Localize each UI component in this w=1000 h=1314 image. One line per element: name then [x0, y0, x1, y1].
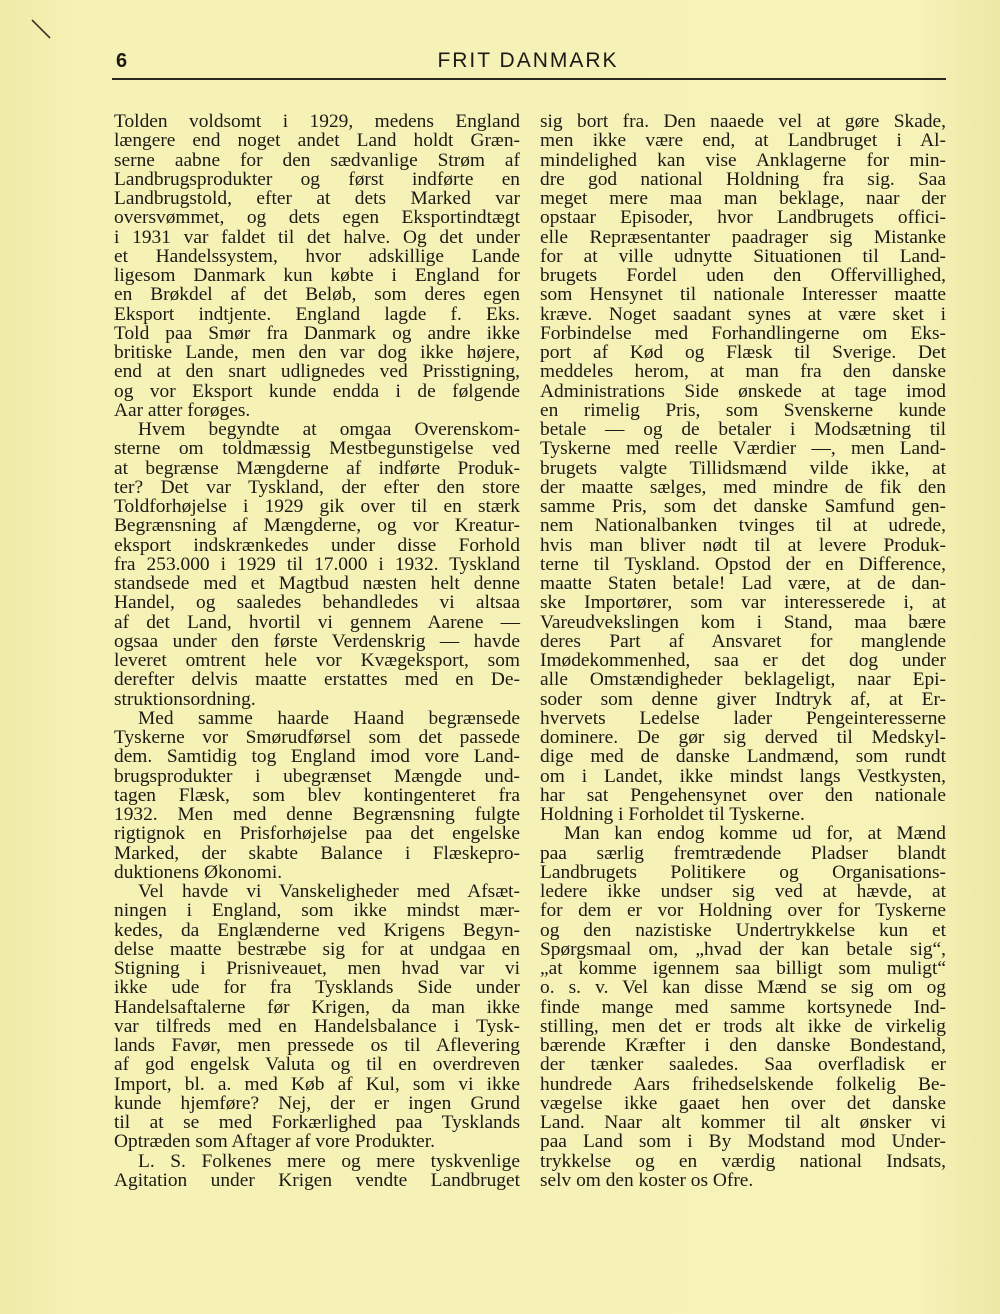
text-line: og vor Eksport kunde endda i de følgende: [114, 380, 520, 402]
text-line: af god engelsk Valuta og til en overdreven: [114, 1054, 520, 1076]
text-line: der maatte sælges, med mindre de fik den: [540, 476, 946, 498]
text-line: Man kan endog komme ud for, at Mænd: [564, 823, 946, 845]
text-line: var tilfreds med en Handelsbalance i Tysk-: [114, 1015, 520, 1037]
text-line: bærende Kræfter i den danske Bondestand,: [540, 1035, 946, 1056]
text-line: maatte Staten betale! Lad være, at de dan-: [540, 573, 946, 594]
text-line: Landbrugstold, efter at dets Marked var: [114, 188, 520, 209]
text-line: trykkelse og en værdig national Indsats,: [540, 1150, 946, 1172]
text-line: Tyskerne med reelle Værdier —, men Land-: [540, 438, 946, 460]
text-line: fra 253.000 i 1929 til 17.000 i 1932. Tyskland: [114, 553, 520, 575]
text-line: en rimelig Pris, som Svenskerne kunde: [540, 399, 946, 421]
text-line: Optræden som Aftager af vore Produkter.: [114, 1131, 435, 1153]
text-line: Import, bl. a. med Køb af Kul, som vi ikke: [114, 1073, 520, 1095]
pencil-mark: [30, 18, 54, 42]
text-line: brugets Fordel uden den Offervillighed,: [540, 265, 946, 286]
text-line: Toldforhøjelse i 1929 gik over til en stærk: [114, 496, 520, 517]
text-line: som Hensynet til nationale Interesser maatte: [540, 284, 946, 306]
text-line: Tyskerne vor Smørudførsel som det passede: [114, 727, 520, 748]
text-line: sterne om toldmæssig Mestbegunstigelse ved: [114, 438, 520, 460]
text-line: Begrænsning af Mængderne, og vor Kreatur-: [114, 515, 520, 537]
text-line: brugsprodukter i ubegrænset Mængde und-: [114, 765, 520, 787]
text-line: oversvømmet, og dets egen Eksportindtægt: [114, 207, 520, 229]
text-line: Eksport indtjente. England lagde f. Eks.: [114, 303, 520, 325]
publication-title: FRIT DANMARK: [437, 49, 619, 72]
text-line: Imødekommenhed, saa er det dog under: [540, 650, 946, 671]
text-line: Handel, og saaledes behandledes vi altsaa: [114, 592, 520, 614]
text-line: Marked, der skabte Balance i Flæskepro-: [114, 842, 520, 864]
text-line: Land. Naar alt kommer til alt ønsker vi: [540, 1112, 946, 1133]
text-line: opstaar Episoder, hvor Landbrugets offici-: [540, 207, 946, 229]
text-line: for dem er vor Holdning over for Tyskerne: [540, 900, 946, 922]
text-line: Landbrugets Politikere og Organisations-: [540, 861, 946, 883]
text-line: kunde hjemføre? Nej, der er ingen Grund: [114, 1092, 520, 1114]
text-line: o. s. v. Vel kan disse Mænd se sig om og: [540, 977, 946, 999]
page-number: 6: [116, 50, 128, 72]
text-line: 1932. Men med denne Begrænsning fulgte: [114, 804, 520, 825]
text-line: om i Landet, ikke mindst langs Vestkysten,: [540, 765, 946, 787]
text-line: end at den snart udlignedes ved Prisstigning,: [114, 361, 520, 383]
text-line: Aar atter forøges.: [114, 399, 251, 421]
text-line: sig bort fra. Den naaede vel at gøre Skade,: [540, 111, 946, 132]
text-line: Stigning i Prisniveauet, men hvad var vi: [114, 958, 520, 979]
text-line: Vel havde vi Vanskeligheder med Afsæt-: [138, 881, 520, 902]
text-line: Agitation under Krigen vendte Landbruget: [114, 1169, 520, 1191]
text-line: Administrations Side ønskede at tage imod: [540, 380, 946, 402]
text-line: „at komme igennem saa billigt som muligt“: [540, 958, 946, 979]
text-line: et Handelssystem, hvor adskillige Lande: [114, 245, 520, 267]
right-column: [540, 112, 946, 1190]
text-line: Landbrugsprodukter og først indførte en: [114, 168, 520, 190]
text-line: elle Repræsentanter paadrager sig Mistanke: [540, 226, 946, 248]
text-line: i 1931 var faldet til det halve. Og det under: [114, 226, 520, 248]
text-line: hundrede Aars frihedselskende folkelig Be-: [540, 1073, 946, 1095]
text-line: struktionsordning.: [114, 688, 256, 710]
text-line: ikke ude for fra Tysklands Side under: [114, 977, 520, 999]
text-line: standsede med et Magtbud næsten helt denne: [114, 573, 520, 594]
text-line: delse maatte bestræbe sig for at undgaa en: [114, 938, 520, 960]
page-header: [112, 46, 944, 80]
text-line: lands Favør, men pressede os til Aflevering: [114, 1035, 520, 1056]
text-line: kræve. Noget saadant synes at være sket i: [540, 303, 946, 325]
text-line: tagen Flæsk, som blev kontingenteret fra: [114, 784, 520, 806]
text-line: mindelighed kan vise Anklagerne for min-: [540, 149, 946, 171]
text-line: Hvem begyndte at omgaa Overenskom-: [138, 419, 520, 440]
text-line: stilling, men det er trods alt ikke de virkelig: [540, 1015, 946, 1037]
text-line: kedes, da Englænderne ved Krigens Begyn-: [114, 919, 520, 941]
text-line: ogsaa under den første Verdenskrig — havde: [114, 630, 520, 652]
text-line: selv om den koster os Ofre.: [540, 1169, 754, 1191]
text-line: ske Importører, som var interesserede i, at: [540, 592, 946, 614]
text-line: meget mere maa man beklage, naar der: [540, 188, 946, 209]
text-line: hvis man bliver nødt til at levere Produk-: [540, 534, 946, 556]
text-line: Forbindelse med Forhandlingerne om Eks-: [540, 322, 946, 344]
text-line: dem. Samtidig tog England imod vore Land-: [114, 746, 520, 768]
header-rule: [112, 78, 946, 80]
text-line: har sat Pengehensynet over den nationale: [540, 784, 946, 806]
text-line: finde mange med samme kortsynede Ind-: [540, 996, 946, 1018]
text-line: for at ville udnytte Situationen til Land-: [540, 245, 946, 267]
text-line: ligesom Danmark kun købte i England for: [114, 265, 520, 286]
text-line: serne aabne for den sædvanlige Strøm af: [114, 149, 520, 171]
text-line: at begrænse Mængderne af indførte Produk-: [114, 457, 520, 479]
text-line: af det Land, hvortil vi gennem Aarene —: [114, 611, 520, 633]
text-line: ledere ikke undser sig ved at hævde, at: [540, 881, 946, 902]
text-line: L. S. Folkenes mere og mere tyskvenlige: [138, 1150, 520, 1172]
text-line: soder som denne giver Indtryk af, at Er-: [540, 688, 946, 710]
text-line: meddeles herom, at man fra den danske: [540, 361, 946, 383]
text-line: paa Land som i By Modstand mod Under-: [540, 1131, 946, 1153]
text-line: hvervets Ledelse lader Pengeinteresserne: [540, 707, 946, 729]
text-line: deres Part af Ansvaret for manglende: [540, 630, 946, 652]
text-line: nem Nationalbanken tvinges til at udrede,: [540, 515, 946, 537]
text-line: Tolden voldsomt i 1929, medens England: [114, 111, 520, 132]
text-line: der tænker saaledes. Saa overfladisk er: [540, 1054, 946, 1076]
text-line: derefter delvis maatte erstattes med en De-: [114, 669, 520, 691]
text-line: en Brøkdel af det Beløb, som deres egen: [114, 284, 520, 306]
text-line: og den nazistiske Undertrykkelse kun et: [540, 919, 946, 941]
text-line: terne til Tyskland. Opstod der en Difference,: [540, 553, 946, 575]
text-line: britiske Lande, men den var dog ikke højere,: [114, 342, 520, 363]
text-line: men ikke være end, at Landbruget i Al-: [540, 130, 946, 152]
text-line: betale — og de betaler i Modsætning til: [540, 419, 946, 440]
text-line: dige med de danske Landmænd, som rundt: [540, 746, 946, 768]
text-line: duktionens Økonomi.: [114, 861, 283, 883]
text-line: til at se med Forkærlighed paa Tysklands: [114, 1112, 520, 1133]
text-line: dre god national Holdning fra sig. Saa: [540, 168, 946, 190]
text-line: Holdning i Forholdet til Tyskerne.: [540, 804, 805, 825]
text-line: Vareudvekslingen kom i Stand, maa bære: [540, 611, 946, 633]
text-line: Spørgsmaal om, „hvad der kan betale sig“,: [540, 938, 946, 960]
text-line: ningen i England, som ikke mindst mær-: [114, 900, 520, 922]
text-line: vægelse ikke gaaet hen over det danske: [540, 1092, 946, 1114]
left-column: [114, 112, 520, 1190]
text-line: brugets valgte Tillidsmænd vilde ikke, at: [540, 457, 946, 479]
text-line: ter? Det var Tyskland, der efter den store: [114, 476, 520, 498]
text-line: Told paa Smør fra Danmark og andre ikke: [114, 322, 520, 344]
text-line: paa særlig fremtrædende Pladser blandt: [540, 842, 946, 864]
text-line: port af Kød og Flæsk til Sverige. Det: [540, 342, 946, 363]
text-line: Handelsaftalerne før Krigen, da man ikke: [114, 996, 520, 1018]
text-line: alle Omstændigheder beklageligt, naar Epi-: [540, 669, 946, 691]
text-line: leveret omtrent hele vor Kvægeksport, som: [114, 650, 520, 671]
text-line: Med samme haarde Haand begrænsede: [138, 707, 520, 729]
text-line: dominere. De gør sig derved til Medskyl-: [540, 727, 946, 748]
text-line: rigtignok en Prisforhøjelse paa det engelske: [114, 823, 520, 845]
text-line: samme Pris, som det danske Samfund gen-: [540, 496, 946, 517]
text-line: eksport indskrænkedes under disse Forhold: [114, 534, 520, 556]
text-line: længere end noget andet Land holdt Græn-: [114, 130, 520, 152]
